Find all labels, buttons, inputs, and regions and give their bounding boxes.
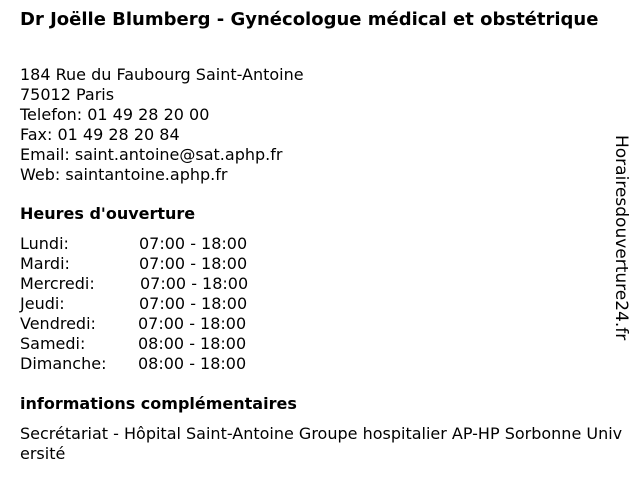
- day-label: Mardi:: [20, 254, 70, 273]
- time-range: 08:00 - 18:00: [138, 334, 247, 353]
- email-address[interactable]: Email: saint.antoine@sat.aphp.fr: [20, 145, 283, 164]
- time-range: 08:00 - 18:00: [138, 354, 247, 373]
- day-label: Lundi:: [20, 234, 69, 253]
- address-street: 184 Rue du Faubourg Saint-Antoine: [20, 65, 304, 84]
- time-range: 07:00 - 18:00: [140, 274, 249, 293]
- time-range: 07:00 - 18:00: [139, 234, 248, 253]
- fax-number: Fax: 01 49 28 20 84: [20, 125, 180, 144]
- day-label: Samedi:: [20, 334, 86, 353]
- address-city: 75012 Paris: [20, 85, 115, 104]
- day-label: Dimanche:: [20, 354, 107, 373]
- site-watermark: [608, 135, 632, 345]
- watermark-text: Horairesdouverture24.fr: [611, 135, 631, 341]
- info-heading: informations complémentaires: [20, 394, 297, 413]
- day-label: Vendredi:: [20, 314, 96, 333]
- page-title: Dr Joëlle Blumberg - Gynécologue médical et obstétrique: [20, 9, 599, 30]
- day-label: Jeudi:: [20, 294, 65, 313]
- time-range: 07:00 - 18:00: [138, 314, 247, 333]
- website-link[interactable]: Web: saintantoine.aphp.fr: [20, 165, 228, 184]
- contact-block: [20, 65, 304, 185]
- time-range: 07:00 - 18:00: [139, 254, 248, 273]
- phone-number[interactable]: Telefon: 01 49 28 20 00: [20, 105, 210, 124]
- time-range: 07:00 - 18:00: [139, 294, 248, 313]
- day-label: Mercredi:: [20, 274, 95, 293]
- info-text: Secrétariat - Hôpital Saint-Antoine Groupe hospitalier AP-HP Sorbonne Université: [20, 424, 623, 463]
- hours-heading: Heures d'ouverture: [20, 204, 196, 223]
